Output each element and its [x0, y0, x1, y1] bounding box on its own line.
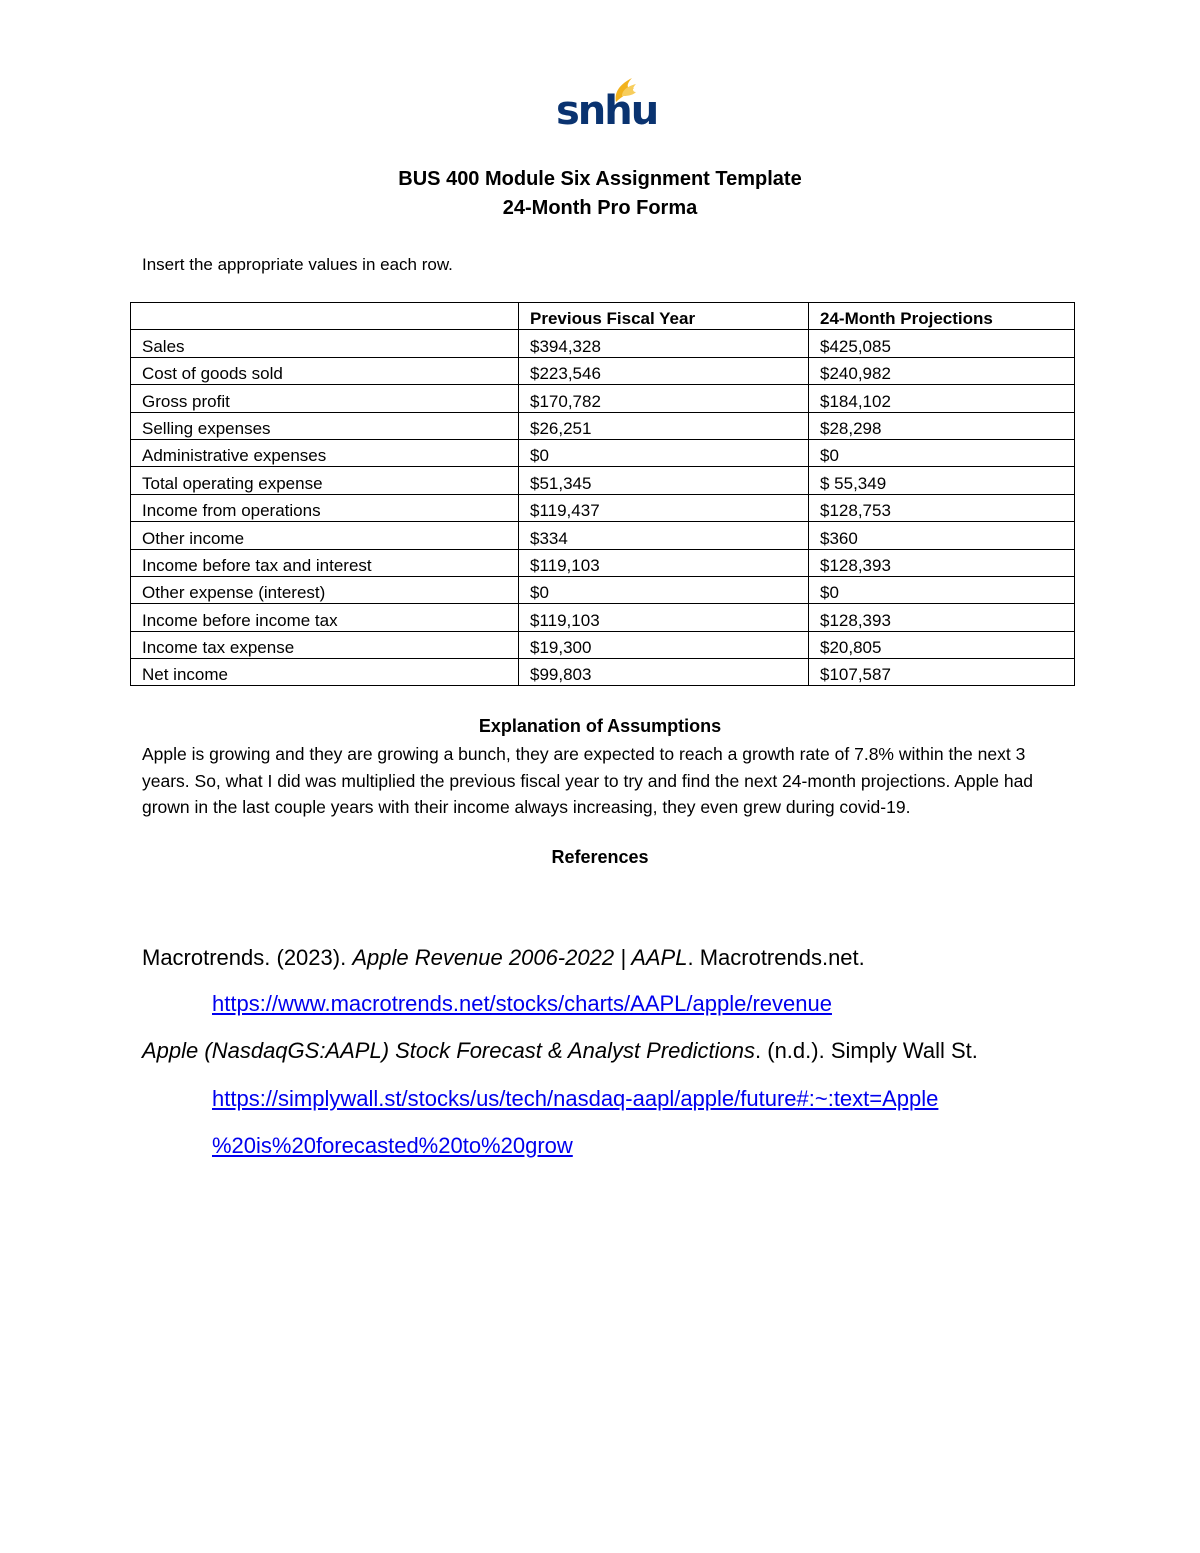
cell-projection: $20,805 [809, 631, 1075, 658]
row-label: Gross profit [131, 385, 519, 412]
cell-previous: $51,345 [519, 467, 809, 494]
cell-projection: $28,298 [809, 412, 1075, 439]
reference-1-author: Macrotrends. (2023). [142, 945, 353, 970]
cell-projection: $184,102 [809, 385, 1075, 412]
cell-previous: $119,103 [519, 604, 809, 631]
cell-previous: $19,300 [519, 631, 809, 658]
cell-previous: $394,328 [519, 330, 809, 357]
row-label: Other income [131, 522, 519, 549]
cell-previous: $119,437 [519, 494, 809, 521]
column-header [131, 303, 519, 330]
row-label: Total operating expense [131, 467, 519, 494]
reference-1-title: Apple Revenue 2006-2022 | AAPL [352, 945, 688, 970]
table-row [131, 412, 1075, 439]
cell-projection: $0 [809, 439, 1075, 466]
row-label: Cost of goods sold [131, 357, 519, 384]
reference-2-url-cont[interactable] [212, 1132, 573, 1160]
explanation-heading: Explanation of Assumptions [478, 716, 722, 736]
cell-projection: $128,753 [809, 494, 1075, 521]
cell-projection: $ 55,349 [809, 467, 1075, 494]
cell-previous: $223,546 [519, 357, 809, 384]
table-row [131, 604, 1075, 631]
reference-2-url[interactable] [212, 1085, 938, 1113]
row-label: Sales [131, 330, 519, 357]
instructions: Insert the appropriate values in each row. [142, 255, 453, 274]
reference-1-url[interactable] [212, 990, 832, 1018]
table-row [131, 522, 1075, 549]
row-label: Net income [131, 659, 519, 686]
references-heading: References [551, 847, 649, 867]
cell-previous: $26,251 [519, 412, 809, 439]
table-row [131, 330, 1075, 357]
cell-previous: $0 [519, 439, 809, 466]
column-header: 24-Month Projections [809, 303, 1075, 330]
explanation-body: Apple is growing and they are growing a bunch, they are expected to reach a growth rate of 7.8% within the next 3 years. So, what I did was multiplied the previous fiscal year to try and find the next 24-month projections. Apple had grown in the last couple years with their income always increasing, they even grew during covid-19. [142, 744, 1034, 817]
row-label: Income from operations [131, 494, 519, 521]
reference-2 [142, 1037, 978, 1065]
pro-forma-table [130, 302, 1075, 686]
cell-projection: $107,587 [809, 659, 1075, 686]
cell-previous: $334 [519, 522, 809, 549]
reference-1-source: . Macrotrends.net. [687, 945, 865, 970]
table-row [131, 494, 1075, 521]
reference-2-link-cont[interactable]: %20is%20forecasted%20to%20grow [212, 1133, 573, 1158]
row-label: Administrative expenses [131, 439, 519, 466]
cell-previous: $170,782 [519, 385, 809, 412]
cell-previous: $99,803 [519, 659, 809, 686]
table-row [131, 385, 1075, 412]
row-label: Income tax expense [131, 631, 519, 658]
column-header: Previous Fiscal Year [519, 303, 809, 330]
table-row [131, 467, 1075, 494]
page-subtitle: 24-Month Pro Forma [502, 197, 698, 219]
row-label: Other expense (interest) [131, 576, 519, 603]
cell-previous: $0 [519, 576, 809, 603]
cell-previous: $119,103 [519, 549, 809, 576]
reference-1-link[interactable]: https://www.macrotrends.net/stocks/charts/AAPL/apple/revenue [212, 991, 832, 1016]
page-title: BUS 400 Module Six Assignment Template [398, 168, 802, 190]
table-row [131, 357, 1075, 384]
cell-projection: $240,982 [809, 357, 1075, 384]
cell-projection: $128,393 [809, 604, 1075, 631]
table-row [131, 576, 1075, 603]
reference-1 [142, 944, 865, 972]
table-row [131, 659, 1075, 686]
reference-2-link[interactable]: https://simplywall.st/stocks/us/tech/nasdaq-aapl/apple/future#:~:text=Apple [212, 1086, 939, 1111]
row-label: Income before income tax [131, 604, 519, 631]
table-row [131, 439, 1075, 466]
table-row [131, 549, 1075, 576]
reference-2-source: . (n.d.). Simply Wall St. [755, 1038, 978, 1063]
row-label: Selling expenses [131, 412, 519, 439]
cell-projection: $360 [809, 522, 1075, 549]
table-header-row [131, 303, 1075, 330]
cell-projection: $425,085 [809, 330, 1075, 357]
snhu-logo [556, 74, 658, 134]
table-row [131, 631, 1075, 658]
logo-wordmark: snhu [556, 88, 658, 134]
reference-2-title: Apple (NasdaqGS:AAPL) Stock Forecast & Analyst Predictions [142, 1038, 756, 1063]
cell-projection: $128,393 [809, 549, 1075, 576]
cell-projection: $0 [809, 576, 1075, 603]
row-label: Income before tax and interest [131, 549, 519, 576]
